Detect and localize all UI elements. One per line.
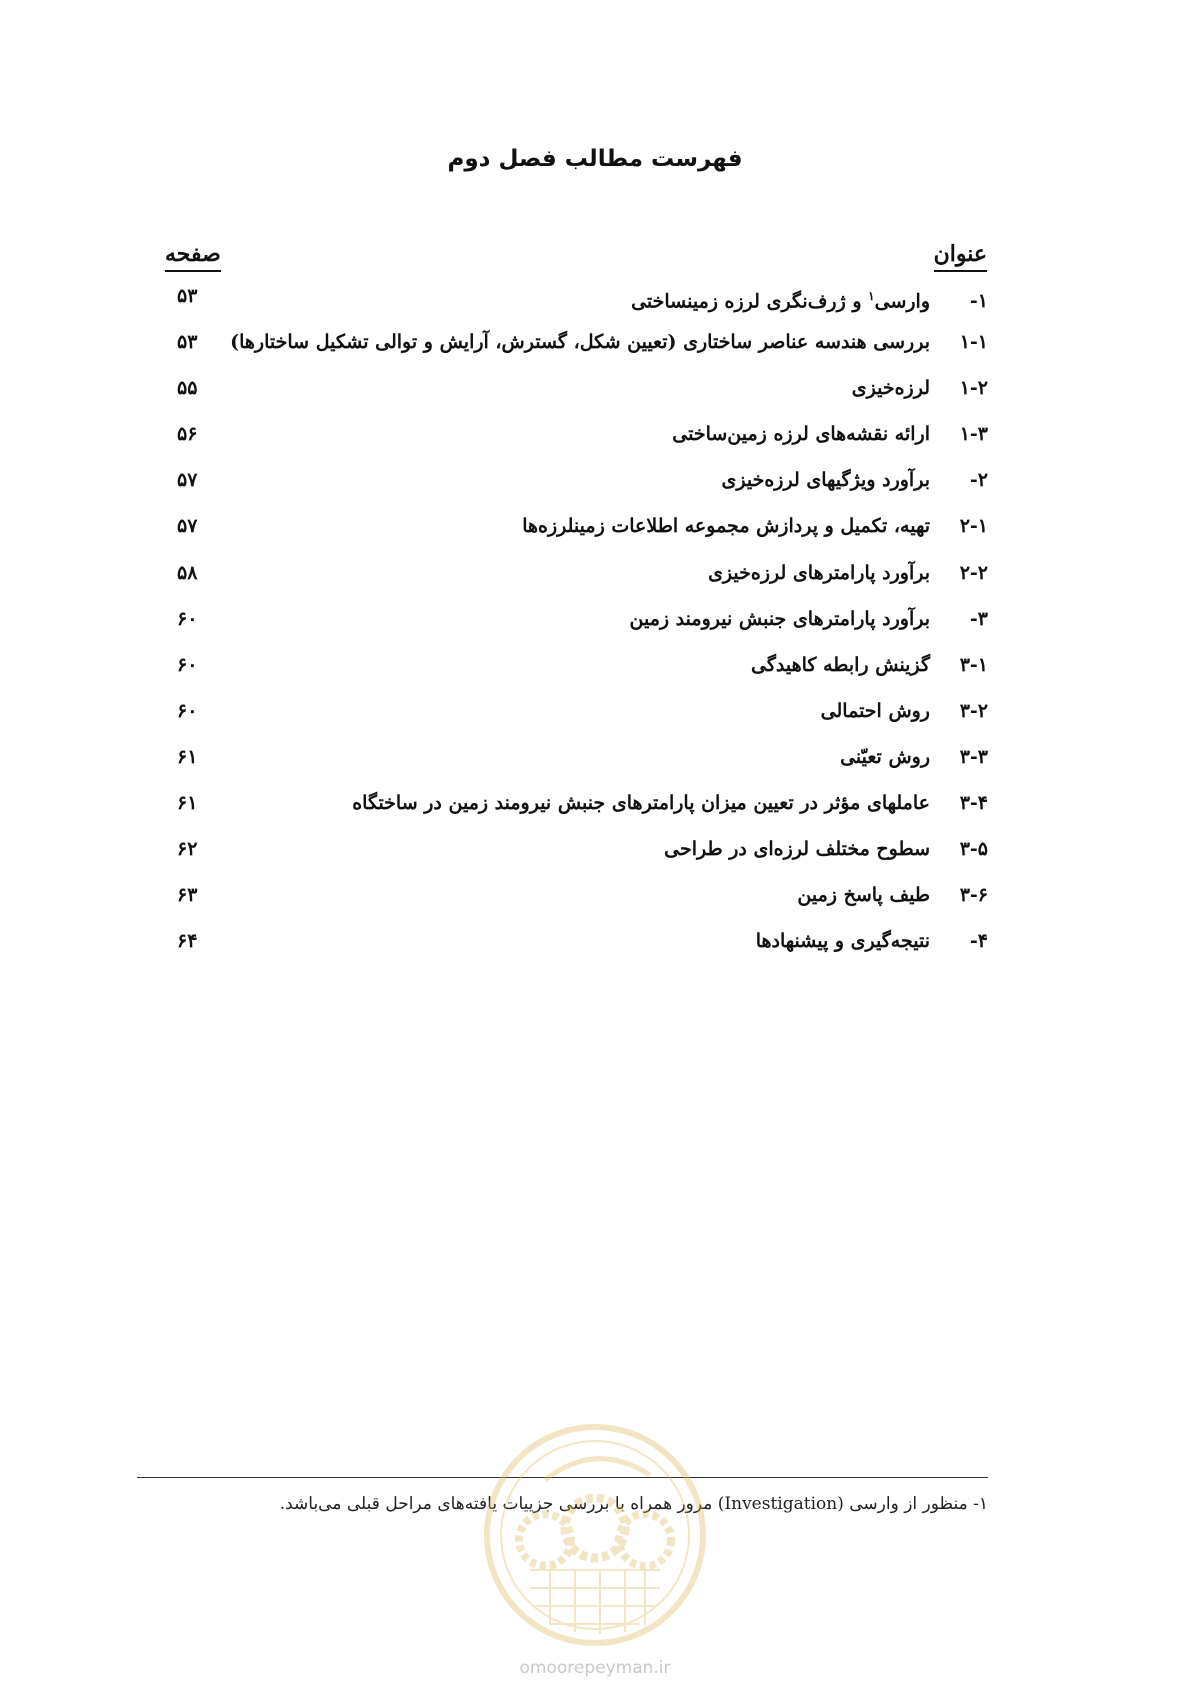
toc-row: [165, 647, 988, 693]
toc-page-number: ۵۶: [177, 423, 198, 446]
toc-number: ۳-۵: [959, 838, 988, 861]
toc-page-number: ۵۳: [177, 285, 198, 307]
toc-row: [165, 508, 988, 554]
toc-page-number: ۶۳: [177, 884, 198, 907]
toc-entry: [522, 512, 988, 540]
toc-entry: [352, 789, 988, 817]
toc-entry: [708, 559, 988, 587]
toc-entry: [230, 328, 988, 356]
toc-title: سطوح مختلف لرزه‌ای در طراحی: [664, 838, 930, 861]
toc-number: ۳-۶: [959, 884, 988, 907]
toc-row: [165, 324, 988, 370]
toc-row: [165, 416, 988, 462]
toc-entry: [664, 835, 988, 863]
toc-row: [165, 462, 988, 508]
toc-page-number: ۵۳: [177, 331, 198, 354]
footnote-marker: ۱: [868, 289, 875, 303]
toc-entry: [722, 466, 988, 494]
toc-number: ۳-۳: [959, 745, 988, 768]
toc-number: ۳-۲: [959, 699, 988, 722]
toc-number: ۲-۱: [959, 515, 988, 538]
toc-title: طیف پاسخ زمین: [797, 884, 930, 907]
table-of-contents: [165, 278, 988, 969]
page-column-header: صفحه: [165, 240, 221, 272]
toc-row: [165, 923, 988, 969]
toc-number: ۱-: [969, 290, 988, 313]
toc-row: [165, 555, 988, 601]
toc-entry: [840, 743, 988, 771]
toc-page-number: ۶۱: [177, 745, 198, 768]
toc-page-number: ۶۱: [177, 792, 198, 815]
toc-page-number: ۵۵: [177, 377, 198, 400]
toc-entry: [821, 697, 988, 725]
toc-row: [165, 831, 988, 877]
title-column-header: عنوان: [934, 240, 987, 272]
toc-number: ۱-۱: [959, 331, 988, 354]
toc-row: [165, 601, 988, 647]
toc-page-number: ۶۰: [177, 653, 198, 676]
toc-title: برآورد پارامترهای جنبش نیرومند زمین: [629, 607, 930, 630]
toc-title: وارسی: [874, 290, 930, 313]
toc-page-number: ۶۲: [177, 838, 198, 861]
toc-title-rest: و ژرف‌نگری لرزه زمینساختی: [631, 290, 869, 313]
toc-page-number: ۵۸: [177, 561, 198, 584]
toc-title: ارائه نقشه‌های لرزه زمین‌ساختی: [672, 423, 930, 446]
toc-title: گزینش رابطه کاهیدگی: [751, 653, 930, 676]
toc-title: عاملهای مؤثر در تعیین میزان پارامترهای جنبش نیرومند زمین در ساختگاه: [352, 792, 930, 815]
toc-number: ۳-۴: [959, 792, 988, 815]
toc-number: ۳-۱: [959, 653, 988, 676]
toc-row: [165, 785, 988, 831]
toc-entry: [797, 881, 988, 909]
toc-entry: [852, 374, 988, 402]
toc-number: ۲-۲: [959, 561, 988, 584]
toc-row: [165, 739, 988, 785]
watermark-logo-icon: [475, 1420, 715, 1650]
toc-entry: [672, 420, 988, 448]
watermark-text: omoorepeyman.ir: [519, 1658, 671, 1678]
toc-page-number: ۵۷: [177, 515, 198, 538]
toc-title: روش تعیّنی: [840, 745, 930, 768]
toc-number: ۱-۳: [959, 423, 988, 446]
toc-page-number: ۶۰: [177, 699, 198, 722]
toc-entry: [631, 282, 988, 315]
page-title: فهرست مطالب فصل دوم: [447, 146, 743, 172]
toc-page-number: ۶۰: [177, 607, 198, 630]
toc-number: ۳-: [969, 607, 988, 630]
toc-row: [165, 278, 988, 324]
toc-row: [165, 877, 988, 923]
toc-title: نتیجه‌گیری و پیشنهادها: [755, 930, 930, 953]
toc-row: [165, 370, 988, 416]
toc-number: ۴-: [969, 930, 988, 953]
toc-entry: [756, 927, 988, 955]
toc-entry: [751, 651, 988, 679]
toc-title: لرزه‌خیزی: [851, 377, 930, 400]
toc-number: ۱-۲: [959, 377, 988, 400]
toc-title: بررسی هندسه عناصر ساختاری (تعیین شکل، گسترش، آرایش و توالی تشکیل ساختارها): [230, 331, 930, 354]
toc-entry: [630, 605, 988, 633]
footnote: ۱- منظور از وارسی (Investigation) مرور همراه با بررسی جزییات یافته‌های مراحل قبلی می‌باشد.: [279, 1494, 988, 1514]
toc-number: ۲-: [969, 469, 988, 492]
toc-row: [165, 693, 988, 739]
toc-title: تهیه، تکمیل و پردازش مجموعه اطلاعات زمینلرزه‌ها: [522, 515, 930, 538]
toc-page-number: ۶۴: [177, 930, 198, 953]
toc-page-number: ۵۷: [177, 469, 198, 492]
toc-title: برآورد ویژگیهای لرزه‌خیزی: [721, 469, 930, 492]
toc-title: روش احتمالی: [820, 699, 930, 722]
toc-title: برآورد پارامترهای لرزه‌خیزی: [708, 561, 930, 584]
